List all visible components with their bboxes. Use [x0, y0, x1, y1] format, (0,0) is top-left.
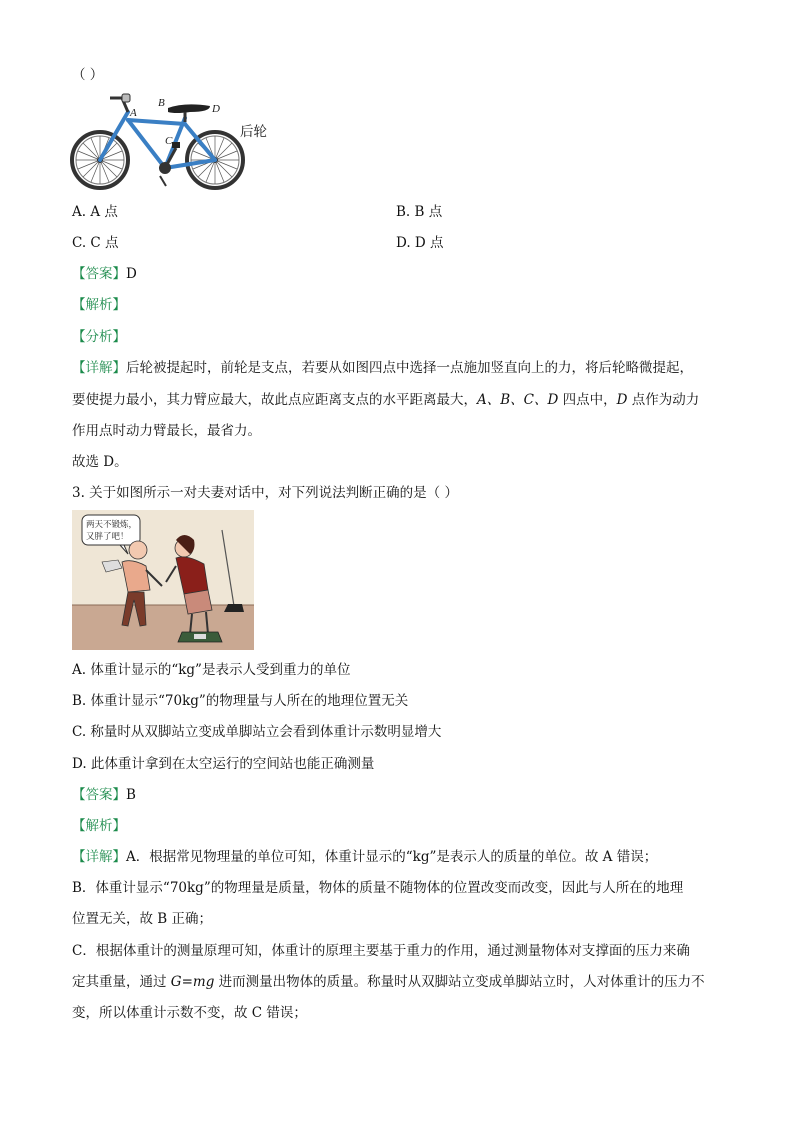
- q3-detail-c1: C．根据体重计的测量原理可知，体重计的原理主要基于重力的作用，通过测量物体对支撑面的压力来确: [72, 943, 690, 959]
- label-a: A: [130, 107, 137, 119]
- detail-text: 后轮被提起时，前轮是支点，若要从如图四点中选择一点施加竖直向上的力，将后轮略微提起，: [126, 360, 693, 376]
- q3-analysis-tag: 【解析】: [72, 818, 126, 834]
- q3-option-d: D. 此体重计拿到在太空运行的空间站也能正确测量: [72, 756, 375, 772]
- q2-option-d: D. D 点: [396, 235, 444, 251]
- q2-detail-line1: [72, 359, 693, 377]
- q3-detail-a: [72, 848, 657, 866]
- q3-detail-c2: [72, 973, 705, 991]
- answer-tag: 【答案】: [72, 266, 126, 282]
- q3-detail-b2: 位置无关，故 B 正确；: [72, 911, 213, 927]
- label-d: D: [212, 103, 220, 115]
- detail-text: 要使提力最小，其力臂应最大，故此点应距离支点的水平距离最大，: [72, 392, 477, 408]
- q3-detail-c3: 变，所以体重计示数不变，故 C 错误；: [72, 1005, 307, 1021]
- label-c: C: [165, 135, 173, 147]
- q2-option-c: C. C 点: [72, 235, 119, 251]
- q2-conclusion: 故选 D。: [72, 454, 128, 470]
- detail-text: 定其重量，通过: [72, 974, 171, 990]
- q2-fenxi-tag: 【分析】: [72, 329, 126, 345]
- q2-option-a: A. A 点: [72, 204, 118, 220]
- detail-text: 点作为动力: [627, 392, 700, 408]
- detail-tag: 【详解】: [72, 360, 126, 376]
- bicycle-figure: [70, 90, 250, 195]
- q2-bracket: （ ）: [72, 67, 104, 83]
- q3-stem: [72, 484, 458, 502]
- couple-cartoon-figure: [72, 510, 254, 650]
- q3-detail-b1: B．体重计显示“70kg”的物理量是质量，物体的质量不随物体的位置改变而改变，因此与人所在的地理: [72, 880, 684, 896]
- q2-answer: [72, 265, 137, 283]
- answer-tag: 【答案】: [72, 787, 126, 803]
- scale: [178, 632, 222, 642]
- q3-stem-bracket: （ ）: [426, 485, 458, 501]
- q3-option-c: C. 称量时从双脚站立变成单脚站立会看到体重计示数明显增大: [72, 724, 442, 740]
- speech-line-2: 又胖了吧！: [86, 532, 129, 542]
- q3-stem-text: 3. 关于如图所示一对夫妻对话中，对下列说法判断正确的是: [72, 485, 427, 501]
- detail-text: A．根据常见物理量的单位可知，体重计显示的“kg”是表示人的质量的单位。故 A 错误；: [126, 849, 658, 865]
- detail-point-d: D: [616, 392, 628, 408]
- q2-analysis-tag: 【解析】: [72, 297, 126, 313]
- answer-value: B: [126, 787, 136, 803]
- detail-tag: 【详解】: [72, 849, 126, 865]
- answer-value: D: [126, 266, 137, 282]
- q3-answer: [72, 786, 136, 804]
- q2-detail-line3: 作用点时动力臂最长，最省力。: [72, 423, 261, 439]
- formula: G=mg: [170, 974, 215, 990]
- detail-points: A、B、C、D: [477, 392, 559, 408]
- detail-text: 四点中，: [558, 392, 617, 408]
- seat: [168, 104, 210, 113]
- speech-line-1: 两天不锻炼，: [86, 520, 138, 530]
- q3-option-a: A. 体重计显示的“kg”是表示人受到重力的单位: [72, 662, 351, 678]
- label-b: B: [158, 97, 165, 109]
- q3-option-b: B. 体重计显示“70kg”的物理量与人所在的地理位置无关: [72, 693, 409, 709]
- rear-wheel-label: 后轮: [240, 124, 267, 140]
- detail-text: 进而测量出物体的质量。称量时从双脚站立变成单脚站立时，人对体重计的压力不: [214, 974, 705, 990]
- q2-detail-line2: [72, 391, 699, 409]
- q2-option-b: B. B 点: [396, 204, 443, 220]
